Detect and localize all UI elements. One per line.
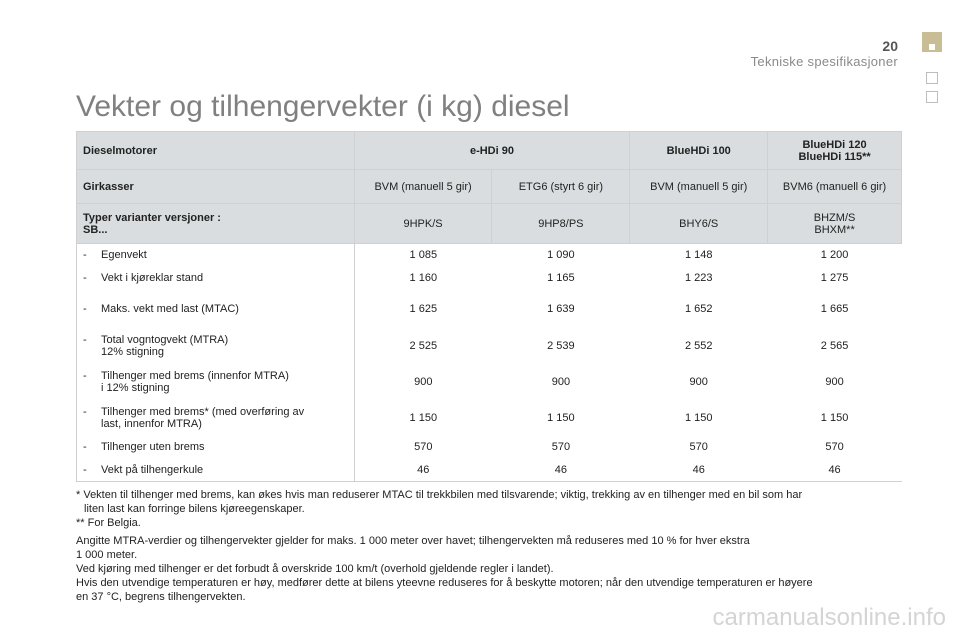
gearbox-cell: BVM (manuell 5 gir) xyxy=(354,170,492,204)
table-row xyxy=(77,436,902,459)
table-cell: 570 xyxy=(551,441,571,453)
table-cell: 1 160 xyxy=(409,272,438,284)
engine-ehdi90: e-HDi 90 xyxy=(354,132,630,170)
table-row xyxy=(77,364,902,400)
type-header-row xyxy=(77,204,902,244)
row-label: Tilhenger med brems (innenfor MTRA) i 12% stigning xyxy=(101,369,289,394)
table-row xyxy=(77,400,902,436)
table-row xyxy=(77,244,902,267)
table-cell: 1 165 xyxy=(547,272,575,284)
table-cell: 570 xyxy=(825,441,844,453)
table-row xyxy=(77,328,902,364)
gearbox-cell: BVM (manuell 5 gir) xyxy=(630,170,768,204)
bullet-dash: - xyxy=(83,441,87,453)
table-cell: 1 150 xyxy=(547,411,575,424)
table-cell: 1 150 xyxy=(409,411,438,424)
row-label: Vekt i kjøreklar stand xyxy=(101,272,204,284)
table-cell: 900 xyxy=(689,375,708,388)
speed-note: Ved kjøring med tilhenger er det forbudt å overskride 100 km/t (overhold gjeldende regler i landet). xyxy=(76,563,554,575)
footnote-star-continued: liten last kan forringe bilens kjøreegenskaper. xyxy=(84,503,305,515)
row-label: Vekt på tilhengerkule xyxy=(101,463,204,476)
tab-dot-icon xyxy=(929,44,935,50)
row-label: Maks. vekt med last (MTAC) xyxy=(101,302,239,315)
type-cell: 9HPK/S xyxy=(354,204,492,244)
table-cell: 900 xyxy=(551,375,571,388)
altitude-note: Angitte MTRA-verdier og tilhengervekter gjelder for maks. 1 000 meter over havet; tilhengervekten må reduseres med 10 % for hver ekstra xyxy=(76,535,750,547)
table-row xyxy=(77,290,902,328)
footnote-star: * Vekten til tilhenger med brems, kan økes hvis man reduserer MTAC til trekkbilen med tilsvarende; viktig, trekking av en tilhenger med en bil som har xyxy=(76,489,803,501)
table-cell: 46 xyxy=(354,459,492,482)
table-cell: 1 223 xyxy=(684,272,713,284)
bullet-dash: - xyxy=(83,302,87,315)
table-cell: 46 xyxy=(492,459,630,482)
watermark: carmanualsonline.info xyxy=(712,604,946,631)
table-cell: 2 565 xyxy=(820,339,849,352)
bullet-dash: - xyxy=(83,249,87,262)
table-cell: 900 xyxy=(414,375,433,388)
gearbox-label: Girkasser xyxy=(77,170,355,204)
table-cell: 2 525 xyxy=(409,339,438,352)
type-cell: BHY6/S xyxy=(630,204,768,244)
temperature-note-continued: en 37 °C, begrens tilhengervekten. xyxy=(76,591,246,603)
table-cell: 1 085 xyxy=(409,249,438,262)
table-cell: 1 665 xyxy=(820,302,849,315)
row-label: Total vogntogvekt (MTRA) 12% stigning xyxy=(101,333,229,358)
row-label: Egenvekt xyxy=(101,249,147,262)
temperature-note: Hvis den utvendige temperaturen er høy, medfører dette at bilens yteevne reduseres for å beskytte motoren; når den utvendige temperaturen er høyere xyxy=(76,577,813,589)
table-cell: 46 xyxy=(768,459,902,482)
bullet-dash: - xyxy=(83,333,87,346)
weights-table xyxy=(76,131,902,482)
table-cell: 570 xyxy=(414,441,433,453)
table-cell: 1 625 xyxy=(409,302,438,315)
table-cell: 1 200 xyxy=(820,249,849,262)
table-cell: 1 639 xyxy=(547,302,575,315)
gearbox-cell: ETG6 (styrt 6 gir) xyxy=(492,170,630,204)
engine-bluehdi100: BlueHDi 100 xyxy=(630,132,768,170)
table-cell: 900 xyxy=(825,375,844,388)
footnotes xyxy=(76,488,906,604)
gearbox-header-row xyxy=(77,170,902,204)
altitude-note-continued: 1 000 meter. xyxy=(76,549,138,561)
page-title: Vekter og tilhengervekter (i kg) diesel xyxy=(76,90,570,123)
table-cell: 1 090 xyxy=(547,249,575,262)
bullet-dash: - xyxy=(83,405,87,418)
engine-label: Dieselmotorer xyxy=(77,132,355,170)
table-cell: 1 150 xyxy=(684,411,713,424)
section-tab-empty-2[interactable] xyxy=(926,91,938,103)
table-row xyxy=(77,459,902,482)
type-label: Typer varianter versjoner : SB... xyxy=(77,204,355,244)
engine-header-row xyxy=(77,132,902,170)
table-cell: 2 552 xyxy=(684,339,713,352)
table-cell: 1 275 xyxy=(820,272,849,284)
bullet-dash: - xyxy=(83,463,87,476)
footnote-double-star: ** For Belgia. xyxy=(76,517,141,529)
bullet-dash: - xyxy=(83,272,87,284)
table-cell: 2 539 xyxy=(547,339,575,352)
type-cell: 9HP8/PS xyxy=(492,204,630,244)
row-label: Tilhenger med brems* (med overføring av last, innenfor MTRA) xyxy=(101,405,305,430)
table-cell: 1 148 xyxy=(684,249,713,262)
section-tab-empty-1[interactable] xyxy=(926,72,938,84)
table-cell: 1 652 xyxy=(684,302,713,315)
gearbox-cell: BVM6 (manuell 6 gir) xyxy=(768,170,902,204)
section-title: Tekniske spesifikasjoner xyxy=(750,54,898,69)
page-number: 20 xyxy=(882,38,898,54)
row-label: Tilhenger uten brems xyxy=(101,441,205,453)
table-cell: 570 xyxy=(689,441,708,453)
table-cell: 46 xyxy=(630,459,768,482)
engine-bluehdi120: BlueHDi 120 BlueHDi 115** xyxy=(768,132,902,170)
table-row xyxy=(77,267,902,290)
table-cell: 1 150 xyxy=(820,411,849,424)
type-cell: BHZM/S BHXM** xyxy=(768,204,902,244)
bullet-dash: - xyxy=(83,369,87,382)
